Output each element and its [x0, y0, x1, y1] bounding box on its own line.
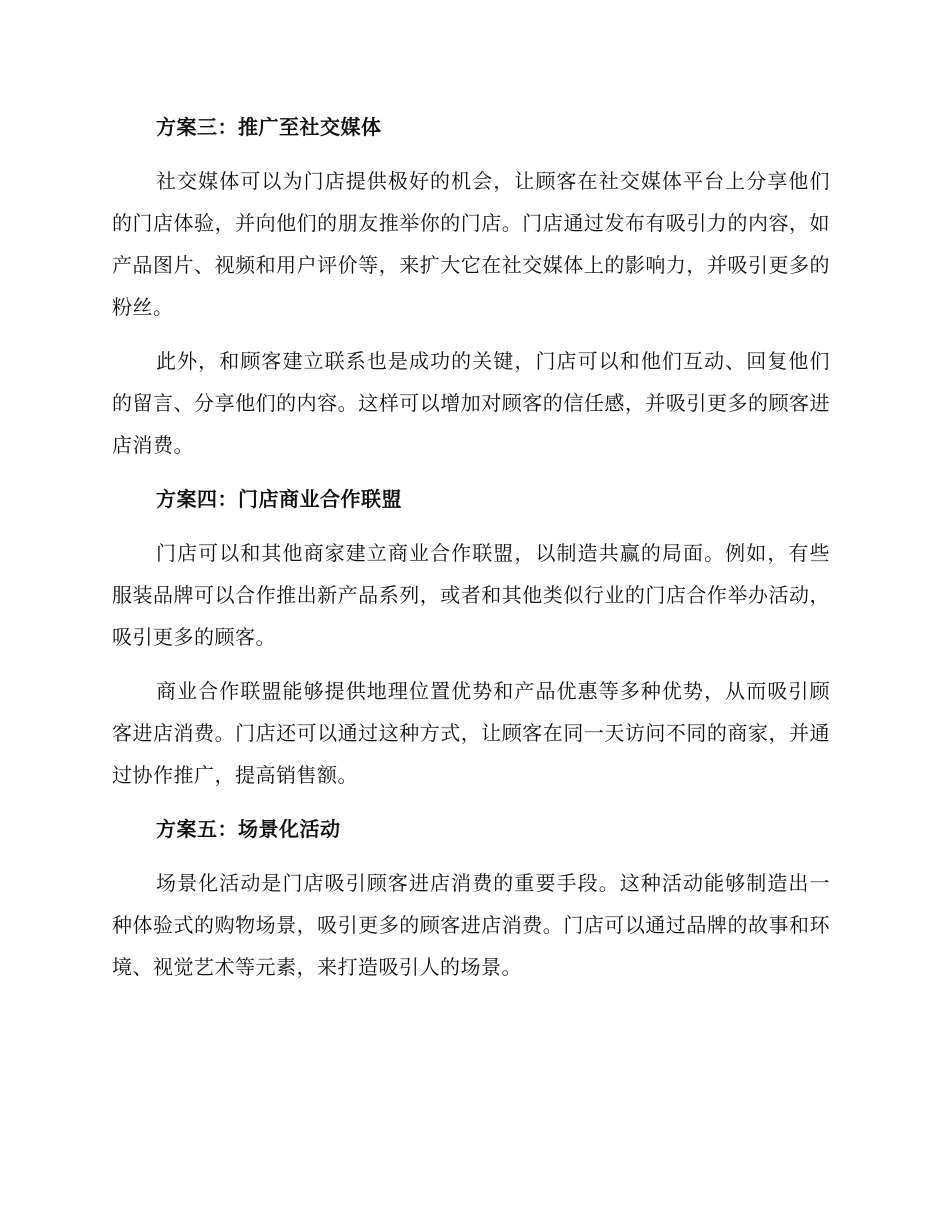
- paragraph: 社交媒体可以为门店提供极好的机会，让顾客在社交媒体平台上分享他们的门店体验，并向他们的朋友推举你的门店。门店通过发布有吸引力的内容，如产品图片、视频和用户评价等，来扩大它在社交媒体上的影响力，并吸引更多的粉丝。: [112, 169, 830, 319]
- paragraph: 商业合作联盟能够提供地理位置优势和产品优惠等多种优势，从而吸引顾客进店消费。门店还可以通过这种方式，让顾客在同一天访问不同的商家，并通过协作推广，提高销售额。: [112, 679, 830, 787]
- paragraph: 此外，和顾客建立联系也是成功的关键，门店可以和他们互动、回复他们的留言、分享他们的内容。这样可以增加对顾客的信任感，并吸引更多的顾客进店消费。: [112, 349, 830, 457]
- section-heading: 方案三：推广至社交媒体: [156, 115, 382, 139]
- section-heading: 方案五：场景化活动: [156, 817, 341, 841]
- paragraph: 场景化活动是门店吸引顾客进店消费的重要手段。这种活动能够制造出一种体验式的购物场景，吸引更多的顾客进店消费。门店可以通过品牌的故事和环境、视觉艺术等元素，来打造吸引人的场景。: [112, 871, 830, 979]
- section-heading: 方案四：门店商业合作联盟: [156, 487, 402, 511]
- paragraph: 门店可以和其他商家建立商业合作联盟，以制造共赢的局面。例如，有些服装品牌可以合作推出新产品系列，或者和其他类似行业的门店合作举办活动，吸引更多的顾客。: [112, 541, 830, 649]
